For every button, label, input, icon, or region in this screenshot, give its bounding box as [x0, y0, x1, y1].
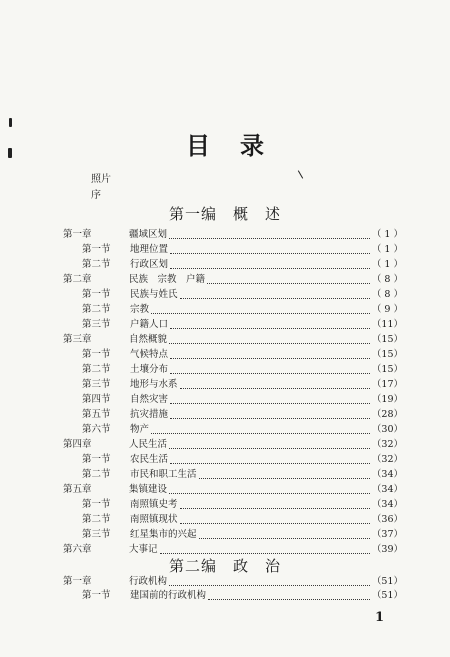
entry-title: 民族与姓氏 [130, 289, 178, 300]
entry-label: 第三章 [63, 334, 92, 345]
dot-leader [169, 342, 370, 344]
entry-page: （19） [371, 394, 403, 405]
entry-label: 第一节 [82, 590, 111, 601]
toc-entry[interactable] [82, 318, 403, 332]
dot-leader [170, 462, 370, 464]
entry-page: （51） [371, 590, 403, 601]
dot-leader [208, 598, 370, 600]
entry-title: 农民生活 [130, 454, 169, 465]
entry-page: （ 1 ） [371, 259, 403, 270]
entry-title: 自然概貌 [129, 334, 168, 345]
dot-leader [180, 297, 370, 299]
entry-page: （15） [371, 334, 403, 345]
dot-leader [180, 507, 370, 509]
dot-leader [207, 282, 370, 284]
front-matter-photos: 照片 [91, 174, 111, 185]
entry-page: （ 9 ） [371, 304, 403, 315]
scan-mark [9, 118, 12, 127]
toc-entry[interactable] [82, 243, 403, 257]
entry-page: （51） [371, 576, 403, 587]
entry-page: （17） [371, 379, 403, 390]
toc-entry[interactable] [63, 273, 403, 287]
entry-label: 第一节 [82, 499, 111, 510]
entry-label: 第四节 [82, 394, 111, 405]
scan-mark [298, 170, 303, 178]
dot-leader [170, 327, 370, 329]
toc-entry[interactable] [82, 589, 403, 603]
entry-page: （32） [371, 439, 403, 450]
entry-label: 第一节 [82, 289, 111, 300]
dot-leader [170, 372, 370, 374]
entry-label: 第五章 [63, 484, 92, 495]
dot-leader [170, 402, 370, 404]
toc-entry[interactable] [82, 363, 403, 377]
entry-title: 大事记 [129, 544, 158, 555]
dot-leader [180, 522, 370, 524]
title-char-2: 录 [240, 131, 264, 160]
entry-title: 红星集市的兴起 [130, 529, 197, 540]
entry-label: 第五节 [82, 409, 111, 420]
entry-title: 人民生活 [129, 439, 168, 450]
entry-title: 地理位置 [130, 244, 169, 255]
entry-page: （32） [371, 454, 403, 465]
toc-entry[interactable] [82, 528, 403, 542]
entry-title: 南照镇史考 [130, 499, 178, 510]
dot-leader [180, 387, 370, 389]
entry-page: （34） [371, 499, 403, 510]
entry-title: 民族 宗教 户籍 [129, 274, 206, 285]
toc-entry[interactable] [63, 575, 403, 589]
dot-leader [199, 537, 370, 539]
entry-page: （15） [371, 349, 403, 360]
dot-leader [151, 312, 370, 314]
front-matter-preface: 序 [91, 190, 101, 201]
dot-leader [170, 417, 370, 419]
entry-title: 宗教 [130, 304, 150, 315]
scan-mark [8, 148, 12, 158]
entry-page: （ 8 ） [371, 274, 403, 285]
toc-entry[interactable] [82, 258, 403, 272]
toc-entry[interactable] [82, 408, 403, 422]
entry-label: 第一节 [82, 349, 111, 360]
entry-title: 物产 [130, 424, 150, 435]
entry-label: 第六章 [63, 544, 92, 555]
entry-title: 抗灾措施 [130, 409, 169, 420]
entry-title: 气候特点 [130, 349, 169, 360]
toc-entry[interactable] [82, 468, 403, 482]
entry-label: 第一节 [82, 244, 111, 255]
entry-page: （34） [371, 469, 403, 480]
dot-leader [170, 252, 370, 254]
entry-page: （28） [371, 409, 403, 420]
dot-leader [169, 584, 370, 586]
toc-entry[interactable] [82, 348, 403, 362]
entry-title: 户籍人口 [130, 319, 169, 330]
entry-page: （15） [371, 364, 403, 375]
entry-label: 第一章 [63, 576, 92, 587]
entry-title: 地形与水系 [130, 379, 178, 390]
toc-entry[interactable] [82, 423, 403, 437]
entry-title: 南照镇现状 [130, 514, 178, 525]
entry-label: 第一章 [63, 229, 92, 240]
page-number: 1 [375, 610, 385, 625]
entry-title: 行政机构 [129, 576, 168, 587]
entry-title: 行政区划 [130, 259, 169, 270]
entry-page: （11） [371, 319, 403, 330]
entry-page: （ 1 ） [371, 244, 403, 255]
entry-label: 第四章 [63, 439, 92, 450]
toc-entry[interactable] [63, 438, 403, 452]
entry-label: 第二节 [82, 304, 111, 315]
entry-label: 第三节 [82, 319, 111, 330]
entry-page: （39） [371, 544, 403, 555]
toc-entry[interactable] [82, 453, 403, 467]
entry-label: 第二节 [82, 259, 111, 270]
dot-leader [199, 477, 370, 479]
entry-label: 第六节 [82, 424, 111, 435]
entry-page: （30） [371, 424, 403, 435]
page-title [0, 126, 450, 161]
entry-label: 第三节 [82, 379, 111, 390]
entry-page: （36） [371, 514, 403, 525]
entry-title: 建国前的行政机构 [130, 590, 207, 601]
toc-entry[interactable] [82, 498, 403, 512]
entry-title: 土壤分布 [130, 364, 169, 375]
entry-label: 第二章 [63, 274, 92, 285]
title-char-1: 目 [186, 131, 210, 160]
entry-label: 第一节 [82, 454, 111, 465]
toc-entry[interactable] [63, 228, 403, 242]
entry-title: 疆域区划 [129, 229, 168, 240]
entry-label: 第二节 [82, 469, 111, 480]
toc-entry[interactable] [82, 393, 403, 407]
entry-title: 集镇建设 [129, 484, 168, 495]
entry-label: 第三节 [82, 529, 111, 540]
entry-title: 自然灾害 [130, 394, 169, 405]
entry-label: 第二节 [82, 514, 111, 525]
entry-title: 市民和职工生活 [130, 469, 197, 480]
dot-leader [170, 357, 370, 359]
part-heading: 第二编 政 治 [168, 557, 281, 575]
toc-entry[interactable] [82, 303, 403, 317]
entry-page: （ 8 ） [371, 289, 403, 300]
dot-leader [169, 447, 370, 449]
dot-leader [169, 237, 370, 239]
toc-entry[interactable] [82, 288, 403, 302]
dot-leader [160, 552, 370, 554]
toc-entry[interactable] [82, 513, 403, 527]
part-heading: 第一编 概 述 [168, 205, 281, 223]
toc-entry[interactable] [63, 483, 403, 497]
entry-label: 第二节 [82, 364, 111, 375]
entry-page: （34） [371, 484, 403, 495]
toc-entry[interactable] [82, 378, 403, 392]
toc-entry[interactable] [63, 333, 403, 347]
entry-page: （37） [371, 529, 403, 540]
dot-leader [170, 267, 370, 269]
dot-leader [169, 492, 370, 494]
dot-leader [151, 432, 370, 434]
entry-page: （ 1 ） [371, 229, 403, 240]
